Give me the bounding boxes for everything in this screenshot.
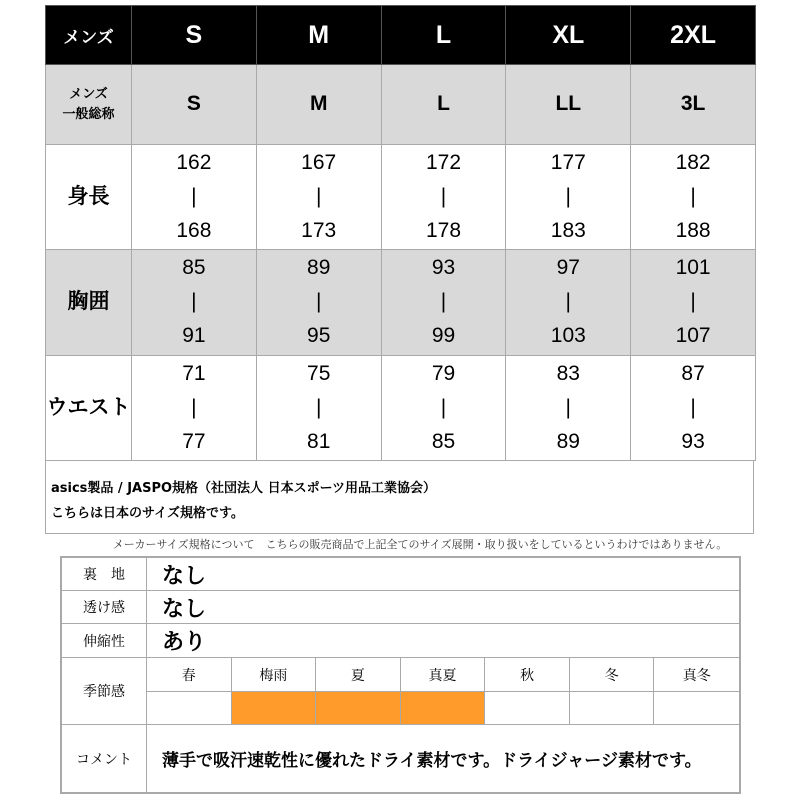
general-size-row [46, 65, 756, 144]
season-name: 真夏 [401, 658, 485, 692]
size-header-cell: S [132, 6, 257, 65]
season-name: 真冬 [654, 658, 739, 692]
season-row [62, 658, 739, 725]
standard-note-line1: asics製品 / JASPO規格（社団法人 日本スポーツ用品工業協会） [51, 481, 437, 496]
season-indicator-active [316, 692, 400, 724]
season-name: 冬 [570, 658, 654, 692]
general-size-cell: S [132, 65, 257, 144]
waist-row [46, 355, 756, 461]
chest-cell: 93 | 99 [381, 250, 506, 355]
season-cell [232, 658, 317, 724]
season-indicator [147, 692, 231, 724]
size-header-label: メンズ [46, 6, 132, 65]
stretch-row [62, 624, 739, 658]
standard-note-line2: こちらは日本のサイズ規格です。 [51, 506, 244, 521]
season-cell [654, 658, 739, 724]
chest-cell: 97 | 103 [506, 250, 631, 355]
general-size-cell: 3L [631, 65, 756, 144]
sheer-value: なし [162, 596, 207, 622]
sheer-label: 透け感 [62, 591, 147, 623]
season-name: 春 [147, 658, 231, 692]
height-cell: 182 | 188 [631, 144, 756, 249]
waist-cell: 79 | 85 [381, 355, 506, 461]
comment-row [62, 725, 739, 792]
season-indicator [485, 692, 569, 724]
general-size-cell: M [256, 65, 381, 144]
general-size-cell: LL [506, 65, 631, 144]
size-header-row [46, 6, 756, 65]
general-size-label: メンズ 一般総称 [46, 65, 132, 144]
chest-cell: 85 | 91 [132, 250, 257, 355]
season-name: 梅雨 [232, 658, 316, 692]
comment-label: コメント [62, 725, 147, 792]
size-table [45, 5, 756, 461]
lining-label: 裏 地 [62, 558, 147, 590]
general-size-cell: L [381, 65, 506, 144]
waist-label: ウエスト [46, 355, 132, 461]
height-label: 身長 [46, 144, 132, 249]
waist-cell: 83 | 89 [506, 355, 631, 461]
stretch-value: あり [162, 630, 207, 655]
size-header-cell: M [256, 6, 381, 65]
season-cell [401, 658, 486, 724]
standard-note [45, 461, 754, 534]
lining-value: なし [162, 563, 207, 589]
season-cell [485, 658, 570, 724]
chest-row [46, 250, 756, 355]
stretch-label: 伸縮性 [62, 624, 147, 657]
size-header-cell: XL [506, 6, 631, 65]
season-cell [570, 658, 655, 724]
season-indicator [654, 692, 739, 724]
size-header-cell: 2XL [631, 6, 756, 65]
season-name: 夏 [316, 658, 400, 692]
size-header-cell: L [381, 6, 506, 65]
season-cell [147, 658, 232, 724]
season-indicator-active [401, 692, 485, 724]
chest-cell: 89 | 95 [256, 250, 381, 355]
season-indicator [570, 692, 654, 724]
height-cell: 167 | 173 [256, 144, 381, 249]
chest-cell: 101 | 107 [631, 250, 756, 355]
waist-cell: 71 | 77 [132, 355, 257, 461]
height-cell: 172 | 178 [381, 144, 506, 249]
maker-size-note: メーカーサイズ規格について こちらの販売商品で上記全てのサイズ展開・取り扱いをしているというわけではありません。 [112, 538, 728, 551]
sheer-row [62, 591, 739, 624]
season-name: 秋 [485, 658, 569, 692]
lining-row [62, 558, 739, 591]
product-attribute-table [60, 556, 741, 794]
height-cell: 177 | 183 [506, 144, 631, 249]
season-cell [316, 658, 401, 724]
height-row [46, 144, 756, 249]
season-label: 季節感 [62, 658, 147, 724]
chest-label: 胸囲 [46, 250, 132, 355]
season-indicator-active [232, 692, 316, 724]
waist-cell: 75 | 81 [256, 355, 381, 461]
waist-cell: 87 | 93 [631, 355, 756, 461]
season-grid [147, 658, 739, 724]
comment-text: 薄手で吸汗速乾性に優れたドライ素材です。ドライジャージ素材です。 [162, 751, 702, 771]
height-cell: 162 | 168 [132, 144, 257, 249]
